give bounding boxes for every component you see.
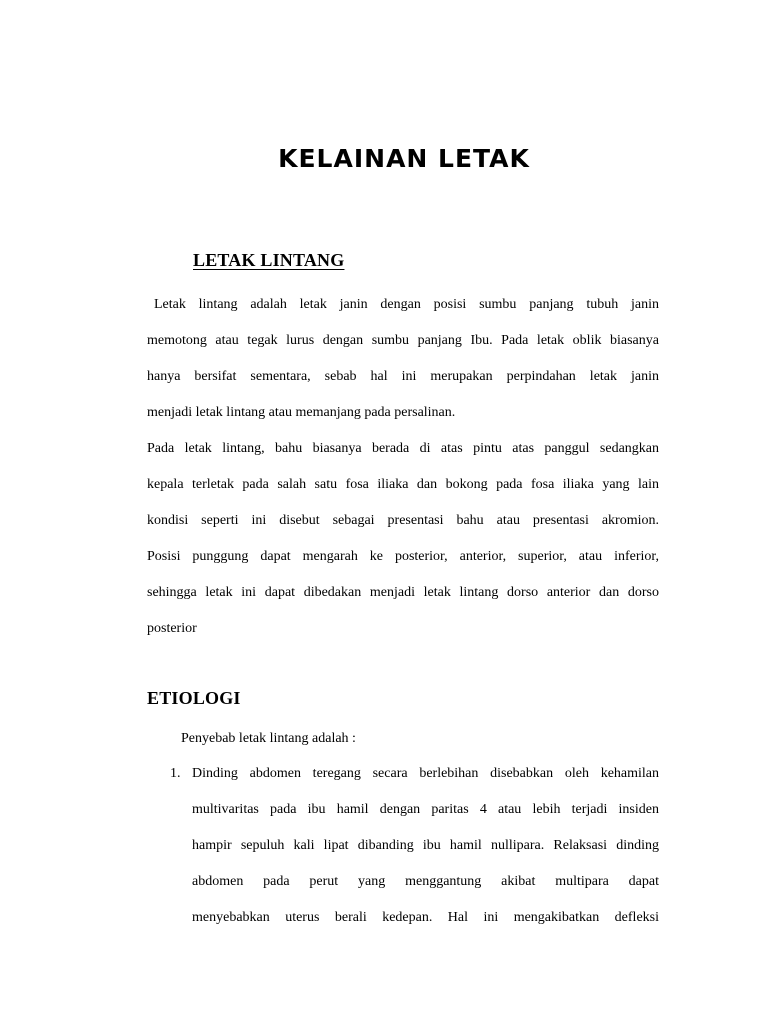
etiologi-intro: Penyebab letak lintang adalah :: [181, 731, 356, 746]
section-heading-letak-lintang: LETAK LINTANG: [193, 250, 345, 270]
body-line: memotong atau tegak lurus dengan sumbu panjang Ibu. Pada letak oblik biasanya: [147, 333, 659, 348]
list-line: abdomen pada perut yang menggantung akibat multipara dapat: [192, 874, 659, 889]
list-line: hampir sepuluh kali lipat dibanding ibu hamil nullipara. Relaksasi dinding: [192, 838, 659, 853]
section-body-letak-lintang: [147, 295, 659, 655]
document-title: KELAINAN LETAK: [278, 144, 530, 173]
body-line: Letak lintang adalah letak janin dengan posisi sumbu panjang tubuh janin: [154, 297, 659, 312]
body-line: kepala terletak pada salah satu fosa iliaka dan bokong pada fosa iliaka yang lain: [147, 477, 659, 492]
body-line: kondisi seperti ini disebut sebagai presentasi bahu atau presentasi akromion.: [147, 513, 659, 528]
list-line: menyebabkan uterus berali kedepan. Hal ini mengakibatkan defleksi: [192, 910, 659, 925]
list-item-body: [192, 764, 659, 944]
body-line: hanya bersifat sementara, sebab hal ini merupakan perpindahan letak janin: [147, 369, 659, 384]
section-heading-etiologi: ETIOLOGI: [147, 688, 241, 708]
body-line: menjadi letak lintang atau memanjang pada persalinan.: [147, 405, 456, 420]
list-line: multivaritas pada ibu hamil dengan paritas 4 atau lebih terjadi insiden: [192, 802, 659, 817]
list-line: Dinding abdomen teregang secara berlebihan disebabkan oleh kehamilan: [192, 766, 659, 781]
list-item-number: 1.: [170, 766, 181, 781]
body-line: Pada letak lintang, bahu biasanya berada di atas pintu atas panggul sedangkan: [147, 441, 659, 456]
body-line: posterior: [147, 621, 197, 636]
body-line: Posisi punggung dapat mengarah ke posterior, anterior, superior, atau inferior,: [147, 549, 659, 564]
body-line: sehingga letak ini dapat dibedakan menjadi letak lintang dorso anterior dan dorso: [147, 585, 659, 600]
